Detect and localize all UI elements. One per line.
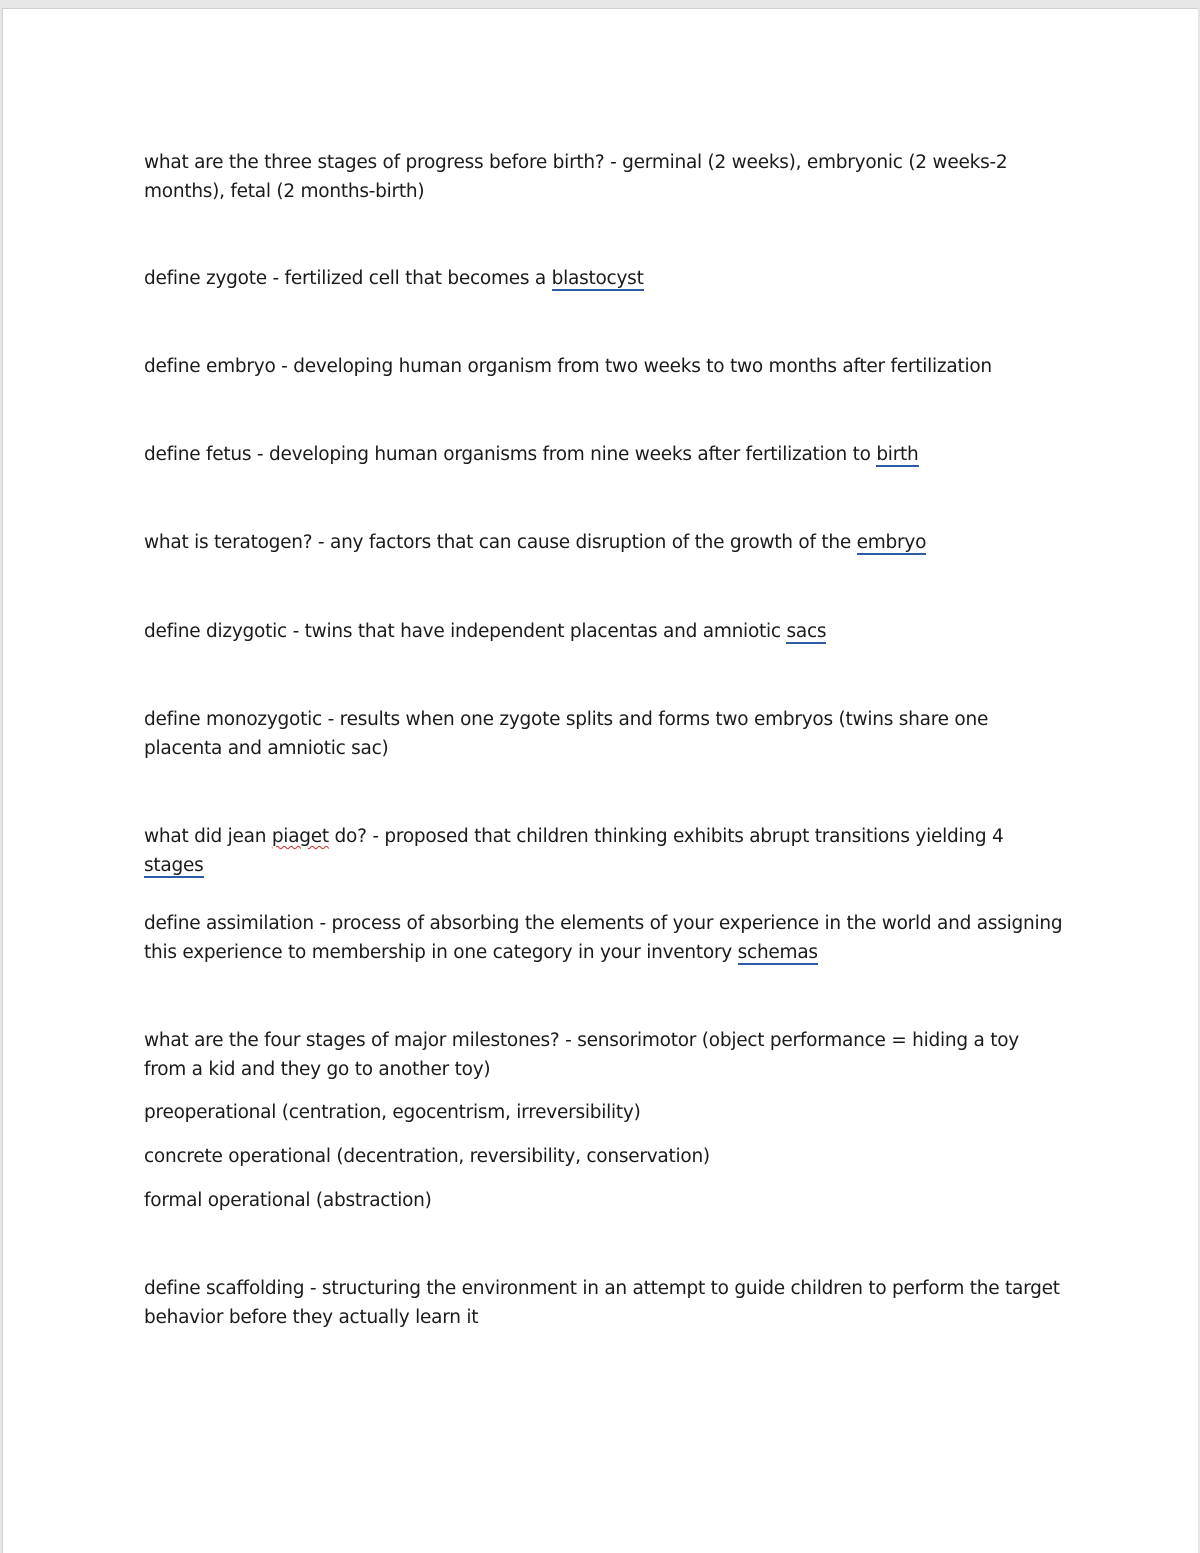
note-text: define zygote - fertilized cell that becomes a bbox=[144, 268, 552, 289]
link-blastocyst[interactable]: blastocyst bbox=[551, 268, 644, 289]
note-text: define embryo - developing human organism from two weeks to two months after fertilization bbox=[144, 356, 992, 377]
note-text: do? - proposed that children thinking exhibits abrupt transitions yielding 4 bbox=[328, 826, 1004, 847]
note-piaget bbox=[144, 822, 1064, 880]
note-concrete-operational bbox=[144, 1142, 1064, 1171]
note-text: what did jean bbox=[144, 826, 272, 847]
misspelled-word-piaget[interactable]: piaget bbox=[271, 826, 329, 847]
document-page bbox=[2, 8, 1198, 1553]
note-zygote bbox=[144, 264, 1064, 293]
note-preoperational bbox=[144, 1098, 1064, 1127]
note-dizygotic bbox=[144, 617, 1064, 646]
note-text: what are the four stages of major milestones? - sensorimotor (object performance = hiding a toy from a kid and they go to another toy) bbox=[144, 1030, 1019, 1080]
note-text: concrete operational (decentration, reversibility, conservation) bbox=[144, 1146, 710, 1167]
note-teratogen bbox=[144, 528, 1064, 557]
note-text: preoperational (centration, egocentrism, irreversibility) bbox=[144, 1102, 641, 1123]
note-embryo bbox=[144, 352, 1064, 381]
note-text: formal operational (abstraction) bbox=[144, 1190, 432, 1211]
link-stages[interactable]: stages bbox=[144, 855, 204, 876]
note-text: what are the three stages of progress before birth? - germinal (2 weeks), embryonic (2 weeks-2 months), fetal (2 months-birth) bbox=[144, 152, 1008, 202]
note-text: what is teratogen? - any factors that can cause disruption of the growth of the bbox=[144, 532, 857, 553]
link-schemas[interactable]: schemas bbox=[737, 942, 818, 963]
note-stages-before-birth bbox=[144, 148, 1064, 206]
note-text: define dizygotic - twins that have independent placentas and amniotic bbox=[144, 621, 787, 642]
note-four-stages bbox=[144, 1026, 1064, 1084]
link-embryo[interactable]: embryo bbox=[856, 532, 927, 553]
note-text: define assimilation - process of absorbing the elements of your experience in the world and assigning this experience to membership in one category in your inventory bbox=[144, 913, 1063, 963]
note-text: define fetus - developing human organisms from nine weeks after fertilization to bbox=[144, 444, 877, 465]
note-text: define monozygotic - results when one zygote splits and forms two embryos (twins share one placenta and amniotic sac) bbox=[144, 709, 989, 759]
note-text: define scaffolding - structuring the environment in an attempt to guide children to perform the target behavior before they actually learn it bbox=[144, 1278, 1060, 1328]
link-sacs[interactable]: sacs bbox=[786, 621, 827, 642]
note-scaffolding bbox=[144, 1274, 1064, 1332]
note-assimilation bbox=[144, 909, 1064, 967]
note-fetus bbox=[144, 440, 1064, 469]
link-birth[interactable]: birth bbox=[876, 444, 919, 465]
note-monozygotic bbox=[144, 705, 1064, 763]
note-formal-operational bbox=[144, 1186, 1064, 1215]
